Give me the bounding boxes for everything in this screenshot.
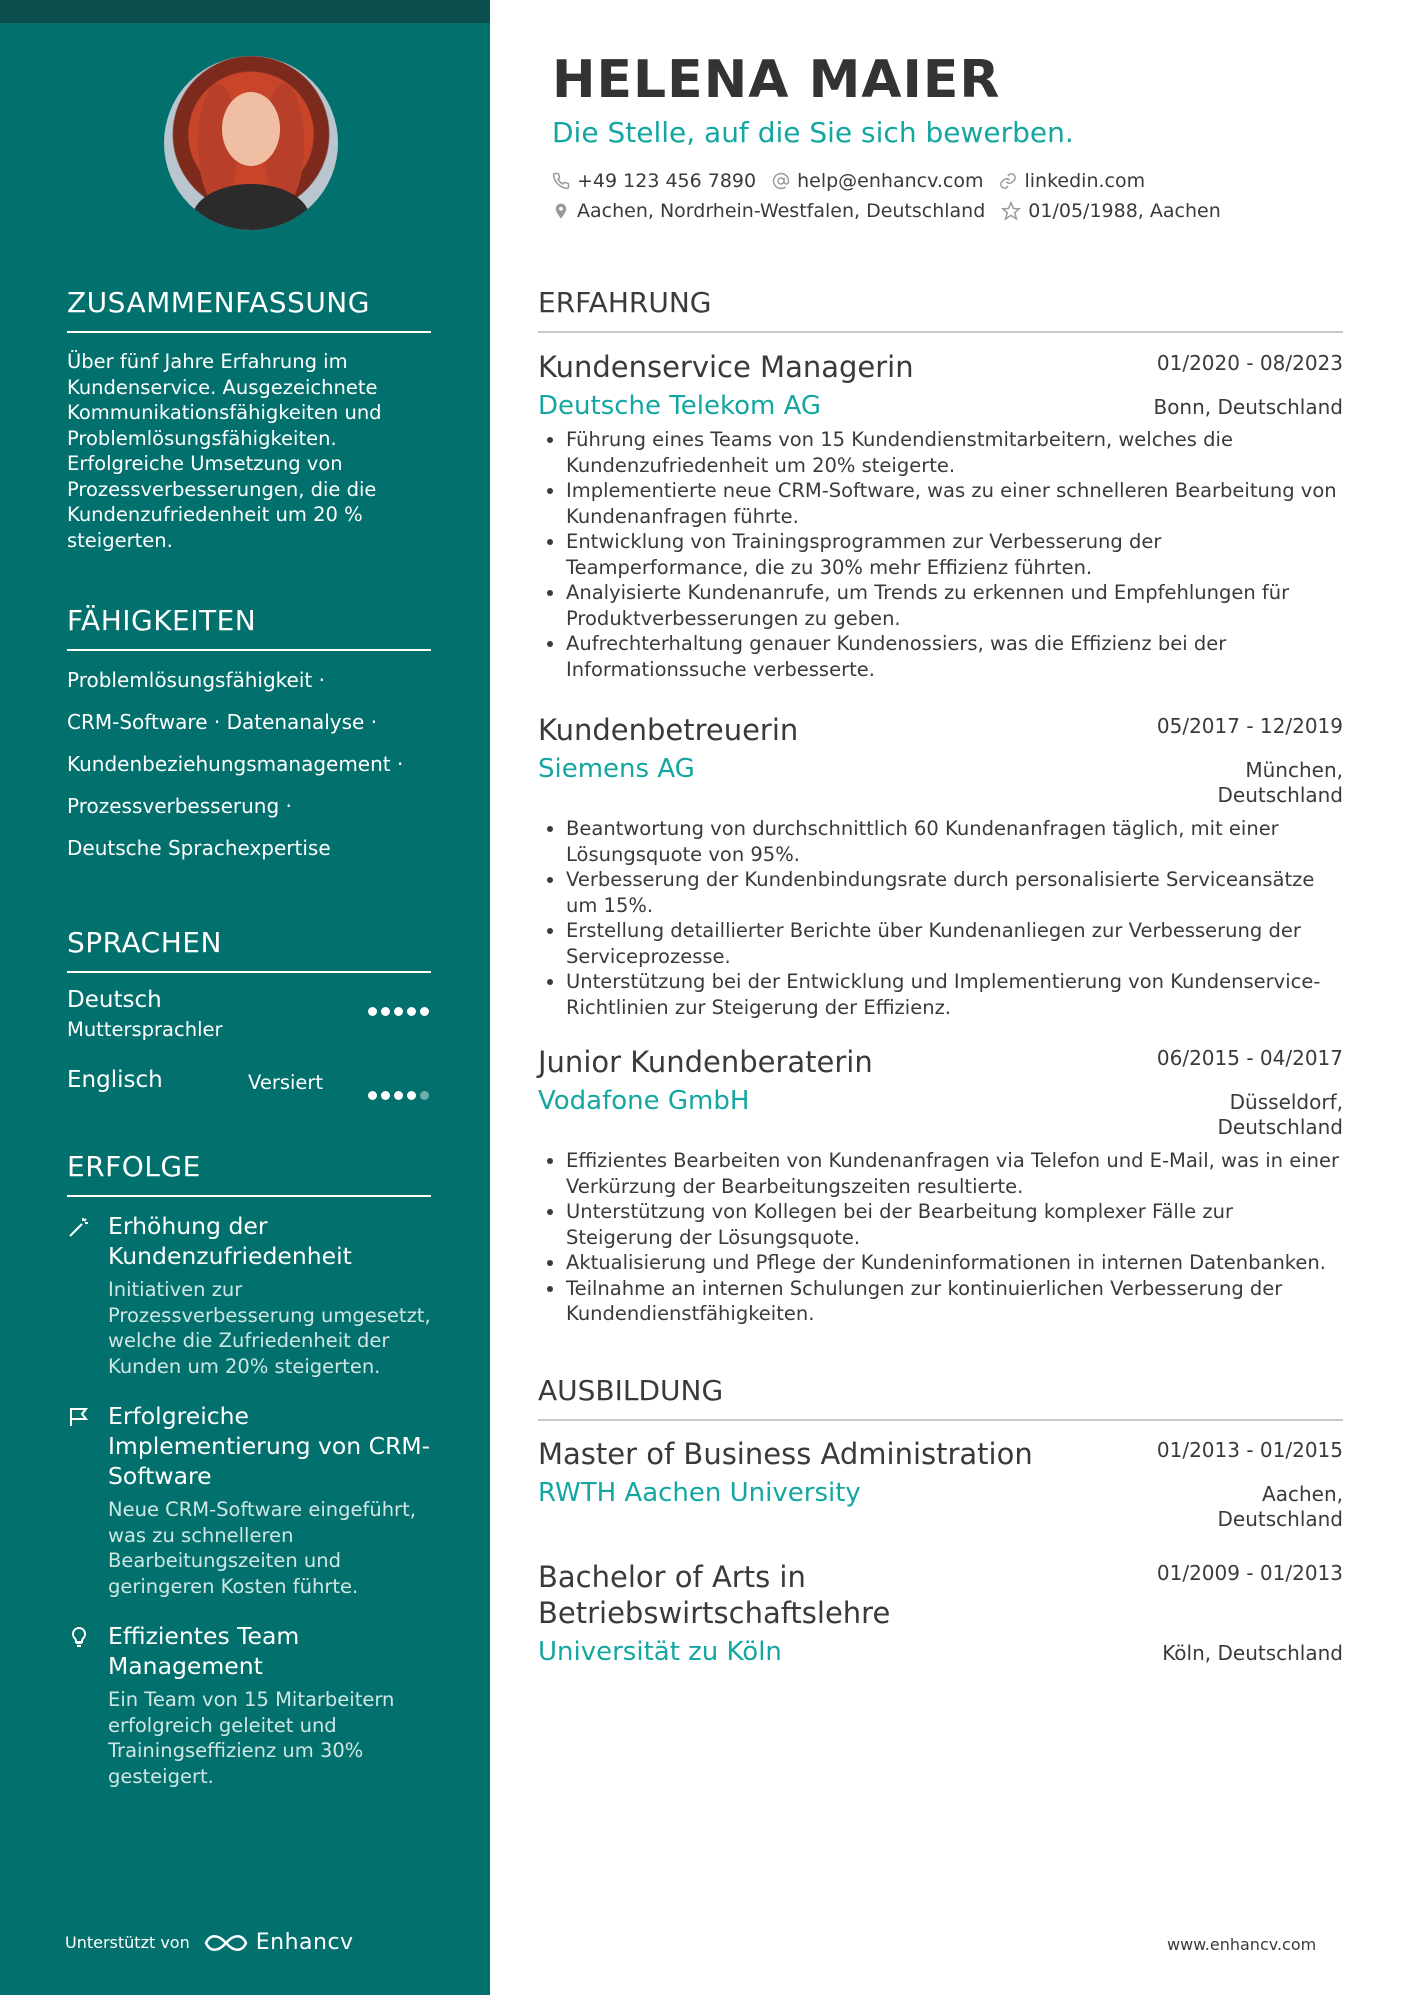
entry-date: 01/2013 - 01/2015 <box>1156 1438 1343 1462</box>
experience-heading: ERFAHRUNG <box>538 286 1343 333</box>
entry-company: Vodafone GmbH <box>538 1086 750 1116</box>
entry-date: 01/2009 - 01/2013 <box>1156 1561 1343 1585</box>
skills-section <box>67 604 431 869</box>
powered-by-brand: Enhancv <box>255 1930 354 1955</box>
bullet-item: • Effizientes Bearbeiten von Kundenanfragen via Telefon und E-Mail, was in einer Verkürzung der Bearbeitungszeiten resultierte. <box>566 1148 1343 1199</box>
achievement-title: Erfolgreiche Implementierung von CRM-Software <box>108 1402 431 1490</box>
rating-dot <box>420 1091 429 1100</box>
email-text[interactable]: help@enhancv.com <box>797 170 984 192</box>
achievement-desc: Ein Team von 15 Mitarbeitern erfolgreich geleitet und Trainingseffizienz um 30% gesteigert. <box>108 1688 395 1788</box>
bullet-item: • Beantwortung von durchschnittlich 60 Kundenanfragen täglich, mit einer Lösungsquote von 95%. <box>566 816 1343 867</box>
phone-text: +49 123 456 7890 <box>577 170 757 192</box>
contact-linkedin[interactable] <box>999 170 1145 192</box>
star-icon <box>1001 201 1021 221</box>
linkedin-text[interactable]: linkedin.com <box>1024 170 1146 192</box>
flag-icon <box>67 1405 91 1429</box>
language-rating <box>364 1085 429 1104</box>
bullet-item: • Unterstützung bei der Entwicklung und Implementierung von Kundenservice-Richtlinien zur Steigerung der Effizienz. <box>566 969 1343 1020</box>
powered-by <box>65 1930 354 1955</box>
rating-dot <box>368 1007 377 1016</box>
sidebar <box>0 0 490 1995</box>
bullet-item: • Analyisierte Kundenanrufe, um Trends zu erkennen und Empfehlungen für Produktverbesserungen zu geben. <box>566 580 1343 631</box>
entry-date: 06/2015 - 04/2017 <box>1156 1046 1343 1070</box>
entry-location: Düsseldorf, Deutschland <box>1217 1090 1343 1139</box>
skill-line: Deutsche Sprachexpertise <box>67 836 331 860</box>
experience-entry <box>538 1044 1343 1327</box>
bullet-item: • Verbesserung der Kundenbindungsrate durch personalisierte Serviceansätze um 15%. <box>566 867 1343 918</box>
bullet-item: • Erstellung detaillierter Berichte über Kundenanliegen zur Verbesserung der Serviceprozesse. <box>566 918 1343 969</box>
achievements-section <box>67 1150 431 1811</box>
entry-location: München, Deutschland <box>1217 758 1343 807</box>
skill-line: Prozessverbesserung · <box>67 794 292 818</box>
achievements-heading: ERFOLGE <box>67 1150 431 1197</box>
education-heading: AUSBILDUNG <box>538 1374 1343 1421</box>
sidebar-top-bar <box>0 0 490 23</box>
rating-dot <box>407 1091 416 1100</box>
entry-title: Kundenservice Managerin <box>538 350 914 384</box>
at-icon <box>772 172 790 190</box>
skills-heading: FÄHIGKEITEN <box>67 604 431 651</box>
candidate-name: HELENA MAIER <box>552 50 1001 110</box>
summary-text: Über fünf Jahre Erfahrung im Kundenservice. Ausgezeichnete Kommunikationsfähigkeiten und Problemlösungsfähigkeiten. Erfolgreiche Umsetzung von Prozessverbesserungen, die die Kundenzufriedenheit um 20 % steigerten. <box>67 350 382 552</box>
bullet-item: • Entwicklung von Trainingsprogrammen zur Verbesserung der Teamperformance, die zu 30% mehr Effizienz führten. <box>566 529 1343 580</box>
language-level: Versiert <box>248 1071 324 1094</box>
achievement-title: Erhöhung der Kundenzufriedenheit <box>108 1212 352 1270</box>
birth-text: 01/05/1988, Aachen <box>1028 200 1221 222</box>
achievement-desc: Neue CRM-Software eingeführt, was zu schnelleren Bearbeitungszeiten und geringeren Kosten führte. <box>108 1498 416 1598</box>
language-item <box>67 1067 431 1147</box>
language-name: Deutsch <box>67 987 162 1013</box>
entry-location: Aachen, Deutschland <box>1217 1482 1343 1531</box>
contact-email[interactable] <box>772 170 983 192</box>
language-level: Muttersprachler <box>67 1018 223 1041</box>
bullet-item: • Aufrechterhaltung genauer Kundenossiers, was die Effizienz bei der Informationssuche verbesserte. <box>566 631 1343 682</box>
entry-location: Köln, Deutschland <box>1162 1641 1343 1665</box>
entry-title: Kundenbetreuerin <box>538 713 799 747</box>
target-role: Die Stelle, auf die Sie sich bewerben. <box>552 116 1074 149</box>
skill-line: CRM-Software · Datenanalyse · <box>67 710 378 734</box>
entry-school: RWTH Aachen University <box>538 1478 861 1508</box>
phone-icon <box>552 172 570 190</box>
contact-row <box>552 170 1161 192</box>
experience-entry <box>538 712 1343 1020</box>
location-text: Aachen, Nordrhein-Westfalen, Deutschland <box>577 200 986 222</box>
languages-heading: SPRACHEN <box>67 926 431 973</box>
experience-entry <box>538 349 1343 682</box>
enhancv-logo-icon <box>202 1931 250 1955</box>
rating-dot <box>407 1007 416 1016</box>
link-icon <box>999 172 1017 190</box>
rating-dot <box>368 1091 377 1100</box>
entry-bullets <box>538 816 1343 1020</box>
location-pin-icon <box>552 201 570 221</box>
contact-birth <box>1001 200 1220 222</box>
achievement-title: Effizientes Team Management <box>108 1622 300 1680</box>
entry-school: Universität zu Köln <box>538 1637 782 1667</box>
entry-bullets <box>538 427 1343 682</box>
entry-company: Deutsche Telekom AG <box>538 391 822 421</box>
website-link[interactable]: www.enhancv.com <box>1167 1935 1317 1954</box>
bullet-item: • Implementierte neue CRM-Software, was zu einer schnelleren Bearbeitung von Kundenanfragen führte. <box>566 478 1343 529</box>
achievement-item <box>67 1211 431 1379</box>
rating-dot <box>420 1007 429 1016</box>
contact-row <box>552 200 1237 222</box>
language-rating <box>364 1001 429 1020</box>
achievement-item <box>67 1401 431 1599</box>
rating-dot <box>381 1091 390 1100</box>
entry-title: Junior Kundenberaterin <box>538 1045 873 1079</box>
language-name: Englisch <box>67 1067 163 1093</box>
achievement-item <box>67 1621 431 1789</box>
contact-location <box>552 200 985 222</box>
powered-by-label: Unterstützt von <box>65 1933 190 1952</box>
bullet-item: • Unterstützung von Kollegen bei der Bearbeitung komplexer Fälle zur Steigerung der Lösungsquote. <box>566 1199 1343 1250</box>
bullet-item: • Führung eines Teams von 15 Kundendienstmitarbeitern, welches die Kundenzufriedenheit um 20% steigerte. <box>566 427 1343 478</box>
entry-company: Siemens AG <box>538 754 695 784</box>
entry-date: 01/2020 - 08/2023 <box>1156 351 1343 375</box>
skill-line: Problemlösungsfähigkeit · <box>67 668 325 692</box>
skill-line: Kundenbeziehungsmanagement · <box>67 752 404 776</box>
magic-wand-icon <box>67 1215 91 1239</box>
entry-title: Bachelor of Arts in Betriebswirtschaftslehre <box>538 1560 891 1630</box>
achievement-desc: Initiativen zur Prozessverbesserung umgesetzt, welche die Zufriedenheit der Kunden um 20% steigerten. <box>108 1278 431 1378</box>
education-entry <box>538 1436 1343 1531</box>
rating-dot <box>394 1091 403 1100</box>
entry-date: 05/2017 - 12/2019 <box>1156 714 1343 738</box>
languages-section <box>67 926 431 1147</box>
lightbulb-icon <box>67 1625 91 1649</box>
bullet-item: • Aktualisierung und Pflege der Kundeninformationen in internen Datenbanken. <box>566 1250 1343 1276</box>
rating-dot <box>394 1007 403 1016</box>
education-entry <box>538 1559 1343 1667</box>
profile-photo <box>164 56 338 230</box>
bullet-item: • Teilnahme an internen Schulungen zur kontinuierlichen Verbesserung der Kundendienstfähigkeiten. <box>566 1276 1343 1327</box>
language-item <box>67 987 431 1067</box>
summary-section <box>67 286 431 553</box>
entry-location: Bonn, Deutschland <box>1153 395 1343 419</box>
summary-heading: ZUSAMMENFASSUNG <box>67 286 431 333</box>
entry-title: Master of Business Administration <box>538 1437 1033 1471</box>
contact-phone <box>552 170 756 192</box>
rating-dot <box>381 1007 390 1016</box>
entry-bullets <box>538 1148 1343 1327</box>
